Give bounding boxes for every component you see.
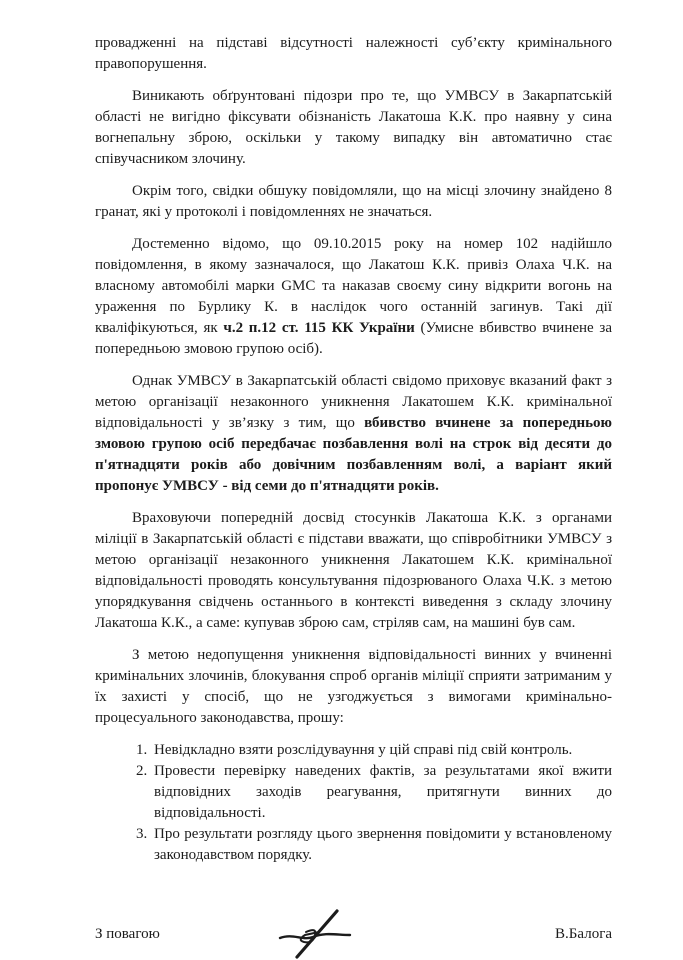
list-item-text: Невідкладно взяти розслідувауння у цій справі під свій контроль. [154, 742, 573, 758]
paragraph-text: Виникають обґрунтовані підозри про те, що УМВСУ в Закарпатській області не вигідно фіксувати обізнаність Лакатоша К.К. про наявну у сина вогнепальну зброю, оскільки у такому випадку він автоматично стає співучасником злочину. [95, 88, 612, 167]
paragraph-text: Враховуючи попередній досвід стосунків Лакатоша К.К. з органами міліції в Закарпатській області є підстави вважати, що співробітники УМВСУ з метою організації незаконного уникнення Лакатошем К.К. кримінальної відповідальності проводять консультування підозрюваного Олаха Ч.К. з метою упорядкування свідчень останнього в контексті виведення з складу злочину Лакатоша К.К., а саме: купував зброю сам, стріляв сам, на машині був сам. [95, 510, 612, 631]
paragraph-text-bold: вбивство вчинене за попередньою змовою групою осіб передбачає позбавлення волі на строк від десяти до п'ятнадцяти років або довічним позбавленням волі, а варіант який пропонує УМВСУ - від семи до п'ятнадцяти років. [95, 415, 612, 494]
list-item [151, 824, 612, 866]
list-item [151, 761, 612, 824]
paragraph-grenades [95, 181, 612, 223]
closing-signatory-name: В.Балога [555, 925, 612, 942]
paragraph-consulting [95, 508, 612, 634]
paragraph-text: Окрім того, свідки обшуку повідомляли, що на місці злочину знайдено 8 гранат, які у протоколі і повідомленнях не значаться. [95, 183, 612, 220]
paragraph-text: Однак УМВСУ в Закарпатській області свідомо приховує вказаний факт з метою організації незаконного уникнення Лакатошем К.К. кримінальної відповідальності у зв’язку з тим, що [95, 373, 612, 431]
closing-salutation: З повагою [95, 925, 160, 942]
paragraph-text-bold: ч.2 п.12 ст. 115 КК України [223, 320, 415, 336]
paragraph-continuation [95, 33, 612, 75]
paragraph-text: провадженні на підставі відсутності належності суб’єкту кримінального правопорушення. [95, 35, 612, 72]
list-item [151, 740, 612, 761]
list-item-text: Про результати розгляду цього звернення повідомити у встановленому законодавством порядку. [154, 826, 612, 863]
paragraph-concealment [95, 371, 612, 497]
paragraph-text: Достеменно відомо, що 09.10.2015 року на номер 102 надійшло повідомлення, в якому зазначалося, що Лакатош К.К. привіз Олаха Ч.К. на власному автомобілі марки GMC та наказав своєму сину відкрити вогонь на ураження по Бурлику К. в наслідок чого останній загинув. Такі дії кваліфікуються, як [95, 236, 612, 336]
list-item-text: Провести перевірку наведених фактів, за результатами якої вжити відповідних заходів реагування, притягнути винних до відповідальності. [154, 763, 612, 821]
closing-row [95, 908, 612, 960]
request-list [95, 740, 612, 866]
paragraph-incident [95, 234, 612, 360]
signature-scribble-icon [277, 908, 353, 960]
paragraph-text: (Умисне вбивство вчинене за попередньою змовою групою осіб). [95, 320, 612, 357]
paragraph-suspicions [95, 86, 612, 170]
paragraph-request-intro [95, 645, 612, 729]
paragraph-text: З метою недопущення уникнення відповідальності винних у вчиненні кримінальних злочинів, блокування спроб органів міліції сприяти затриманим у їх захисті у спосіб, що не узгоджується з вимогами кримінально-процесуального законодавства, прошу: [95, 647, 612, 726]
